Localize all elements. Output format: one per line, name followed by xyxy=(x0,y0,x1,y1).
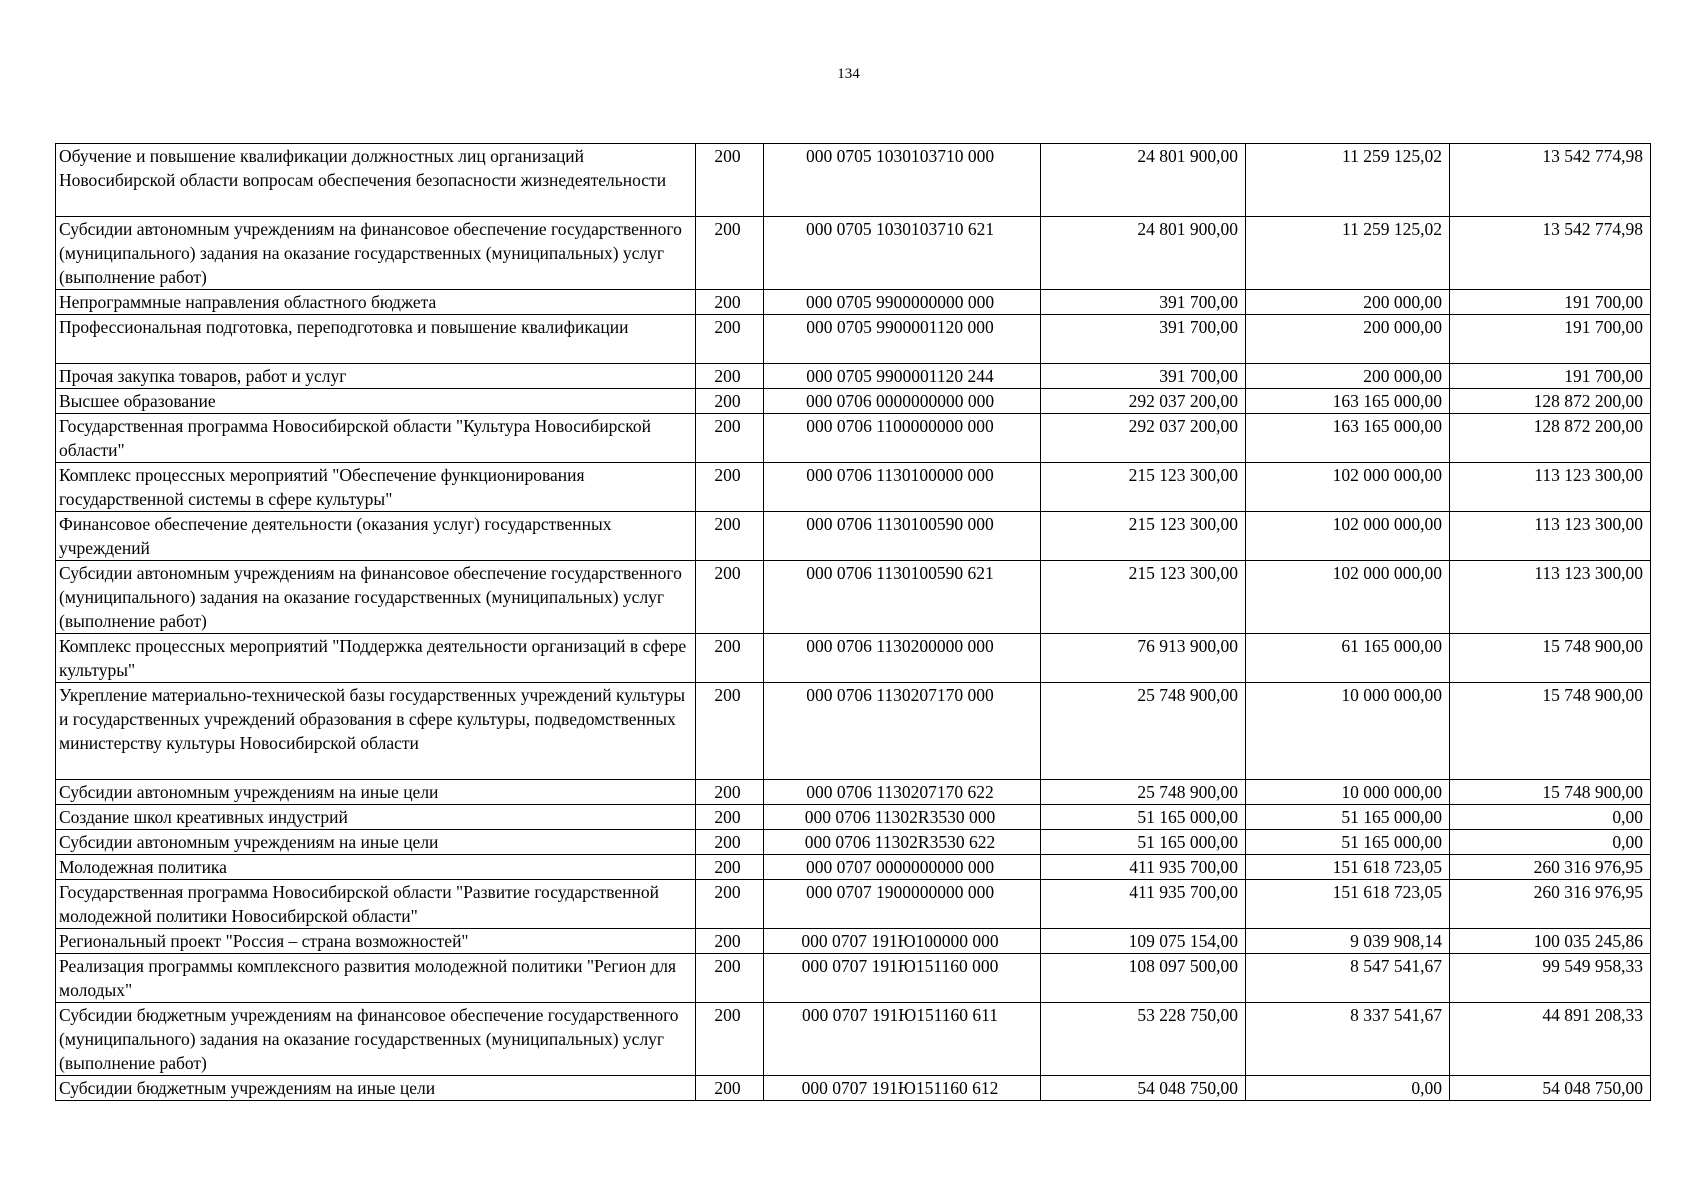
row-name-cell: Прочая закупка товаров, работ и услуг xyxy=(56,364,696,389)
row-approved-cell: 391 700,00 xyxy=(1041,290,1246,315)
row-executed-cell: 200 000,00 xyxy=(1246,364,1450,389)
table-row xyxy=(56,929,1651,954)
row-unexecuted-cell: 113 123 300,00 xyxy=(1450,463,1651,512)
row-executed-cell: 11 259 125,02 xyxy=(1246,144,1450,217)
row-approved-cell: 411 935 700,00 xyxy=(1041,880,1246,929)
row-unexecuted-cell: 113 123 300,00 xyxy=(1450,512,1651,561)
row-approved-cell: 54 048 750,00 xyxy=(1041,1076,1246,1101)
row-unexecuted-cell: 15 748 900,00 xyxy=(1450,634,1651,683)
row-unexecuted-cell: 99 549 958,33 xyxy=(1450,954,1651,1003)
row-approved-cell: 215 123 300,00 xyxy=(1041,512,1246,561)
row-unexecuted-cell: 44 891 208,33 xyxy=(1450,1003,1651,1076)
row-classification-cell: 000 0707 191Ю151160 612 xyxy=(764,1076,1041,1101)
row-executed-cell: 151 618 723,05 xyxy=(1246,855,1450,880)
row-approved-cell: 215 123 300,00 xyxy=(1041,463,1246,512)
row-name-cell: Высшее образование xyxy=(56,389,696,414)
row-executed-cell: 102 000 000,00 xyxy=(1246,561,1450,634)
row-classification-cell: 000 0706 1130207170 622 xyxy=(764,780,1041,805)
row-unexecuted-cell: 260 316 976,95 xyxy=(1450,880,1651,929)
row-name-cell: Финансовое обеспечение деятельности (оказания услуг) государственных учреждений xyxy=(56,512,696,561)
table-row xyxy=(56,463,1651,512)
row-unexecuted-cell: 0,00 xyxy=(1450,805,1651,830)
row-unexecuted-cell: 13 542 774,98 xyxy=(1450,217,1651,290)
row-approved-cell: 391 700,00 xyxy=(1041,364,1246,389)
row-executed-cell: 163 165 000,00 xyxy=(1246,389,1450,414)
row-executed-cell: 51 165 000,00 xyxy=(1246,805,1450,830)
table-row xyxy=(56,414,1651,463)
row-name-cell: Профессиональная подготовка, переподготовка и повышение квалификации xyxy=(56,315,696,364)
row-classification-cell: 000 0707 191Ю151160 611 xyxy=(764,1003,1041,1076)
row-name-cell: Молодежная политика xyxy=(56,855,696,880)
row-name-cell: Региональный проект "Россия – страна возможностей" xyxy=(56,929,696,954)
row-name-cell: Государственная программа Новосибирской области "Развитие государственной молодежной политики Новосибирской области" xyxy=(56,880,696,929)
row-executed-cell: 8 547 541,67 xyxy=(1246,954,1450,1003)
row-executed-cell: 102 000 000,00 xyxy=(1246,463,1450,512)
table-row xyxy=(56,512,1651,561)
row-name-cell: Субсидии автономным учреждениям на финансовое обеспечение государственного (муниципального) задания на оказание государственных (муниципальных) услуг (выполнение работ) xyxy=(56,561,696,634)
row-executed-cell: 10 000 000,00 xyxy=(1246,683,1450,780)
row-approved-cell: 25 748 900,00 xyxy=(1041,780,1246,805)
row-code-cell: 200 xyxy=(696,1003,764,1076)
row-approved-cell: 109 075 154,00 xyxy=(1041,929,1246,954)
row-code-cell: 200 xyxy=(696,1076,764,1101)
row-classification-cell: 000 0706 11302R3530 622 xyxy=(764,830,1041,855)
row-unexecuted-cell: 0,00 xyxy=(1450,830,1651,855)
row-name-cell: Укрепление материально-технической базы государственных учреждений культуры и государственных учреждений образования в сфере культуры, подведомственных министерству культуры Новосибирской области xyxy=(56,683,696,780)
row-code-cell: 200 xyxy=(696,634,764,683)
row-code-cell: 200 xyxy=(696,855,764,880)
row-code-cell: 200 xyxy=(696,463,764,512)
row-classification-cell: 000 0705 9900001120 000 xyxy=(764,315,1041,364)
table-row xyxy=(56,1076,1651,1101)
row-approved-cell: 53 228 750,00 xyxy=(1041,1003,1246,1076)
row-approved-cell: 25 748 900,00 xyxy=(1041,683,1246,780)
row-executed-cell: 51 165 000,00 xyxy=(1246,830,1450,855)
row-classification-cell: 000 0707 0000000000 000 xyxy=(764,855,1041,880)
row-name-cell: Субсидии бюджетным учреждениям на иные цели xyxy=(56,1076,696,1101)
table-body xyxy=(56,144,1651,1101)
row-unexecuted-cell: 15 748 900,00 xyxy=(1450,780,1651,805)
row-classification-cell: 000 0705 9900001120 244 xyxy=(764,364,1041,389)
row-executed-cell: 102 000 000,00 xyxy=(1246,512,1450,561)
row-classification-cell: 000 0706 1130100590 000 xyxy=(764,512,1041,561)
row-unexecuted-cell: 191 700,00 xyxy=(1450,290,1651,315)
row-approved-cell: 24 801 900,00 xyxy=(1041,217,1246,290)
row-classification-cell: 000 0707 1900000000 000 xyxy=(764,880,1041,929)
row-executed-cell: 11 259 125,02 xyxy=(1246,217,1450,290)
row-code-cell: 200 xyxy=(696,290,764,315)
row-approved-cell: 51 165 000,00 xyxy=(1041,805,1246,830)
row-classification-cell: 000 0707 191Ю100000 000 xyxy=(764,929,1041,954)
row-approved-cell: 292 037 200,00 xyxy=(1041,389,1246,414)
row-executed-cell: 200 000,00 xyxy=(1246,290,1450,315)
row-approved-cell: 51 165 000,00 xyxy=(1041,830,1246,855)
row-code-cell: 200 xyxy=(696,780,764,805)
row-code-cell: 200 xyxy=(696,929,764,954)
row-classification-cell: 000 0706 1130207170 000 xyxy=(764,683,1041,780)
row-executed-cell: 61 165 000,00 xyxy=(1246,634,1450,683)
row-executed-cell: 8 337 541,67 xyxy=(1246,1003,1450,1076)
row-approved-cell: 108 097 500,00 xyxy=(1041,954,1246,1003)
table-row xyxy=(56,364,1651,389)
table-row xyxy=(56,880,1651,929)
row-unexecuted-cell: 54 048 750,00 xyxy=(1450,1076,1651,1101)
row-name-cell: Комплекс процессных мероприятий "Обеспечение функционирования государственной системы в сфере культуры" xyxy=(56,463,696,512)
row-code-cell: 200 xyxy=(696,144,764,217)
row-code-cell: 200 xyxy=(696,830,764,855)
row-approved-cell: 391 700,00 xyxy=(1041,315,1246,364)
row-unexecuted-cell: 13 542 774,98 xyxy=(1450,144,1651,217)
row-executed-cell: 200 000,00 xyxy=(1246,315,1450,364)
row-name-cell: Государственная программа Новосибирской области "Культура Новосибирской области" xyxy=(56,414,696,463)
row-code-cell: 200 xyxy=(696,805,764,830)
row-classification-cell: 000 0706 1130100000 000 xyxy=(764,463,1041,512)
row-name-cell: Непрограммные направления областного бюджета xyxy=(56,290,696,315)
row-classification-cell: 000 0706 1130100590 621 xyxy=(764,561,1041,634)
row-name-cell: Обучение и повышение квалификации должностных лиц организаций Новосибирской области вопросам обеспечения безопасности жизнедеятельности xyxy=(56,144,696,217)
row-unexecuted-cell: 260 316 976,95 xyxy=(1450,855,1651,880)
table-row xyxy=(56,315,1651,364)
table-row xyxy=(56,634,1651,683)
row-name-cell: Субсидии автономным учреждениям на иные цели xyxy=(56,780,696,805)
row-name-cell: Субсидии автономным учреждениям на иные цели xyxy=(56,830,696,855)
row-classification-cell: 000 0707 191Ю151160 000 xyxy=(764,954,1041,1003)
row-unexecuted-cell: 191 700,00 xyxy=(1450,315,1651,364)
row-executed-cell: 9 039 908,14 xyxy=(1246,929,1450,954)
row-unexecuted-cell: 113 123 300,00 xyxy=(1450,561,1651,634)
row-executed-cell: 163 165 000,00 xyxy=(1246,414,1450,463)
row-approved-cell: 292 037 200,00 xyxy=(1041,414,1246,463)
table-row xyxy=(56,805,1651,830)
table-row xyxy=(56,855,1651,880)
row-executed-cell: 10 000 000,00 xyxy=(1246,780,1450,805)
row-unexecuted-cell: 128 872 200,00 xyxy=(1450,414,1651,463)
table-row xyxy=(56,144,1651,217)
row-name-cell: Субсидии автономным учреждениям на финансовое обеспечение государственного (муниципального) задания на оказание государственных (муниципальных) услуг (выполнение работ) xyxy=(56,217,696,290)
row-code-cell: 200 xyxy=(696,389,764,414)
page-number: 134 xyxy=(837,66,860,82)
row-classification-cell: 000 0705 1030103710 000 xyxy=(764,144,1041,217)
table-row xyxy=(56,290,1651,315)
row-executed-cell: 0,00 xyxy=(1246,1076,1450,1101)
row-code-cell: 200 xyxy=(696,315,764,364)
table-row xyxy=(56,954,1651,1003)
row-code-cell: 200 xyxy=(696,217,764,290)
table-row xyxy=(56,780,1651,805)
table-row xyxy=(56,683,1651,780)
table-row xyxy=(56,561,1651,634)
row-unexecuted-cell: 191 700,00 xyxy=(1450,364,1651,389)
table-row xyxy=(56,217,1651,290)
row-name-cell: Создание школ креативных индустрий xyxy=(56,805,696,830)
budget-table xyxy=(55,143,1651,1101)
row-classification-cell: 000 0706 11302R3530 000 xyxy=(764,805,1041,830)
row-code-cell: 200 xyxy=(696,683,764,780)
table-row xyxy=(56,1003,1651,1076)
row-executed-cell: 151 618 723,05 xyxy=(1246,880,1450,929)
row-code-cell: 200 xyxy=(696,414,764,463)
row-approved-cell: 24 801 900,00 xyxy=(1041,144,1246,217)
row-unexecuted-cell: 128 872 200,00 xyxy=(1450,389,1651,414)
row-name-cell: Комплекс процессных мероприятий "Поддержка деятельности организаций в сфере культуры" xyxy=(56,634,696,683)
row-approved-cell: 215 123 300,00 xyxy=(1041,561,1246,634)
row-classification-cell: 000 0706 1130200000 000 xyxy=(764,634,1041,683)
table-row xyxy=(56,389,1651,414)
row-approved-cell: 76 913 900,00 xyxy=(1041,634,1246,683)
row-approved-cell: 411 935 700,00 xyxy=(1041,855,1246,880)
row-classification-cell: 000 0705 9900000000 000 xyxy=(764,290,1041,315)
row-classification-cell: 000 0705 1030103710 621 xyxy=(764,217,1041,290)
row-classification-cell: 000 0706 0000000000 000 xyxy=(764,389,1041,414)
row-code-cell: 200 xyxy=(696,880,764,929)
row-code-cell: 200 xyxy=(696,561,764,634)
table-row xyxy=(56,830,1651,855)
row-code-cell: 200 xyxy=(696,954,764,1003)
row-unexecuted-cell: 15 748 900,00 xyxy=(1450,683,1651,780)
row-name-cell: Реализация программы комплексного развития молодежной политики "Регион для молодых" xyxy=(56,954,696,1003)
row-code-cell: 200 xyxy=(696,512,764,561)
row-classification-cell: 000 0706 1100000000 000 xyxy=(764,414,1041,463)
row-code-cell: 200 xyxy=(696,364,764,389)
row-name-cell: Субсидии бюджетным учреждениям на финансовое обеспечение государственного (муниципального) задания на оказание государственных (муниципальных) услуг (выполнение работ) xyxy=(56,1003,696,1076)
row-unexecuted-cell: 100 035 245,86 xyxy=(1450,929,1651,954)
